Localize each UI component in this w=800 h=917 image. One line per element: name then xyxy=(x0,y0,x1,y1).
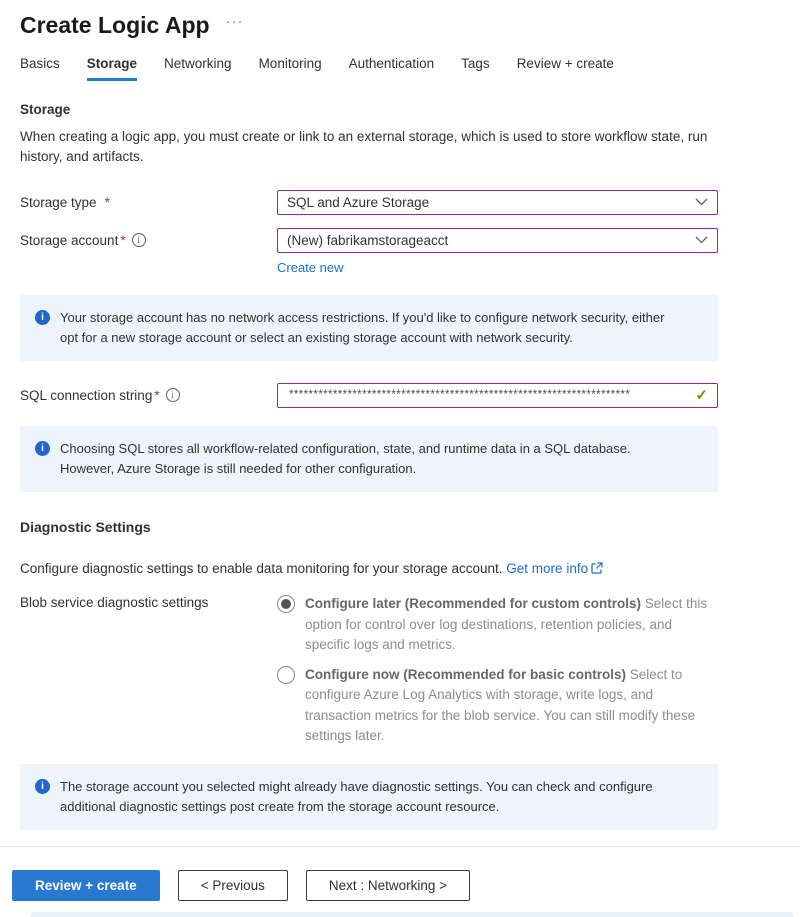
blob-diagnostic-label: Blob service diagnostic settings xyxy=(20,595,209,611)
radio-unselected-icon[interactable] xyxy=(277,666,295,684)
network-info-banner xyxy=(20,295,718,361)
blob-diagnostic-row xyxy=(20,594,718,746)
storage-section-heading: Storage xyxy=(20,102,71,117)
bottom-panel-edge xyxy=(30,912,794,917)
info-icon: i xyxy=(35,310,50,325)
diagnostic-info-text: The storage account you selected might already have diagnostic settings. You can check and configure additional diagnostic settings post create from the storage account resource. xyxy=(60,779,653,815)
radio-selected-icon[interactable] xyxy=(277,595,295,613)
storage-account-row xyxy=(20,228,718,253)
configure-later-option[interactable] xyxy=(277,594,718,655)
context-menu-ellipsis-icon[interactable]: ··· xyxy=(225,13,244,30)
create-logic-app-page xyxy=(20,0,718,830)
page-title: Create Logic App xyxy=(20,12,210,38)
get-more-info-link[interactable]: Get more info xyxy=(506,561,603,576)
wizard-tabs xyxy=(20,56,718,81)
chevron-down-icon xyxy=(695,236,708,244)
sql-connection-row xyxy=(20,383,718,408)
footer-actions xyxy=(0,847,800,901)
tab-authentication[interactable]: Authentication xyxy=(348,56,435,71)
review-create-button[interactable]: Review + create xyxy=(12,870,160,901)
sql-connection-field xyxy=(277,383,718,408)
required-asterisk: * xyxy=(154,387,160,403)
previous-button[interactable]: < Previous xyxy=(178,870,288,901)
configure-now-option[interactable] xyxy=(277,665,718,746)
storage-account-label: Storage account * i xyxy=(20,233,277,248)
tab-tags[interactable]: Tags xyxy=(461,56,490,71)
tab-basics[interactable]: Basics xyxy=(20,56,60,71)
sql-info-text: Choosing SQL stores all workflow-related configuration, state, and runtime data in a SQL database. However, Azure Storage is still needed for other configuration. xyxy=(60,440,631,476)
valid-checkmark-icon: ✓ xyxy=(695,387,708,405)
option-description: Select to configure Azure Log Analytics with storage, write logs, and transaction metrics for the blob service. You can still modify these settings later. xyxy=(305,667,696,743)
sql-info-banner xyxy=(20,426,718,492)
tab-networking[interactable]: Networking xyxy=(164,56,232,71)
chevron-down-icon xyxy=(695,198,708,206)
option-title: Configure later (Recommended for custom controls) xyxy=(305,596,642,612)
sql-connection-input[interactable] xyxy=(287,388,695,402)
info-icon: i xyxy=(35,441,50,456)
storage-type-row xyxy=(20,190,718,215)
diagnostic-section-heading: Diagnostic Settings xyxy=(20,519,151,536)
blob-diagnostic-options xyxy=(277,594,718,746)
option-title: Configure now (Recommended for basic controls) xyxy=(305,667,627,683)
network-info-text: Your storage account has no network access restrictions. If you'd like to configure network security, either opt for a new storage account or select an existing storage account with network security. xyxy=(60,309,665,345)
required-asterisk: * xyxy=(120,232,126,248)
info-tooltip-icon[interactable]: i xyxy=(166,388,180,402)
info-icon: i xyxy=(35,779,50,794)
storage-type-value: SQL and Azure Storage xyxy=(287,194,430,210)
create-new-link[interactable]: Create new xyxy=(277,259,344,275)
required-asterisk: * xyxy=(104,194,110,210)
tab-storage[interactable]: Storage xyxy=(87,56,137,81)
next-networking-button[interactable]: Next : Networking > xyxy=(306,870,470,901)
option-description: Select this option for control over log destinations, retention policies, and specific logs and metrics. xyxy=(305,596,708,652)
page-header xyxy=(20,0,718,39)
tab-review-create[interactable]: Review + create xyxy=(516,56,614,71)
diagnostic-info-banner xyxy=(20,764,718,830)
diagnostic-description: Configure diagnostic settings to enable data monitoring for your storage account. Get more info xyxy=(20,559,718,580)
external-link-icon xyxy=(591,560,603,580)
tab-monitoring[interactable]: Monitoring xyxy=(258,56,322,71)
storage-account-value: (New) fabrikamstorageacct xyxy=(287,232,449,248)
info-tooltip-icon[interactable]: i xyxy=(132,233,146,247)
storage-account-dropdown[interactable] xyxy=(277,228,718,253)
sql-connection-label: SQL connection string * i xyxy=(20,388,277,403)
storage-type-label: Storage type * xyxy=(20,194,110,210)
storage-section-description: When creating a logic app, you must create or link to an external storage, which is used to store workflow state, run history, and artifacts. xyxy=(20,129,708,165)
storage-type-dropdown[interactable] xyxy=(277,190,718,215)
